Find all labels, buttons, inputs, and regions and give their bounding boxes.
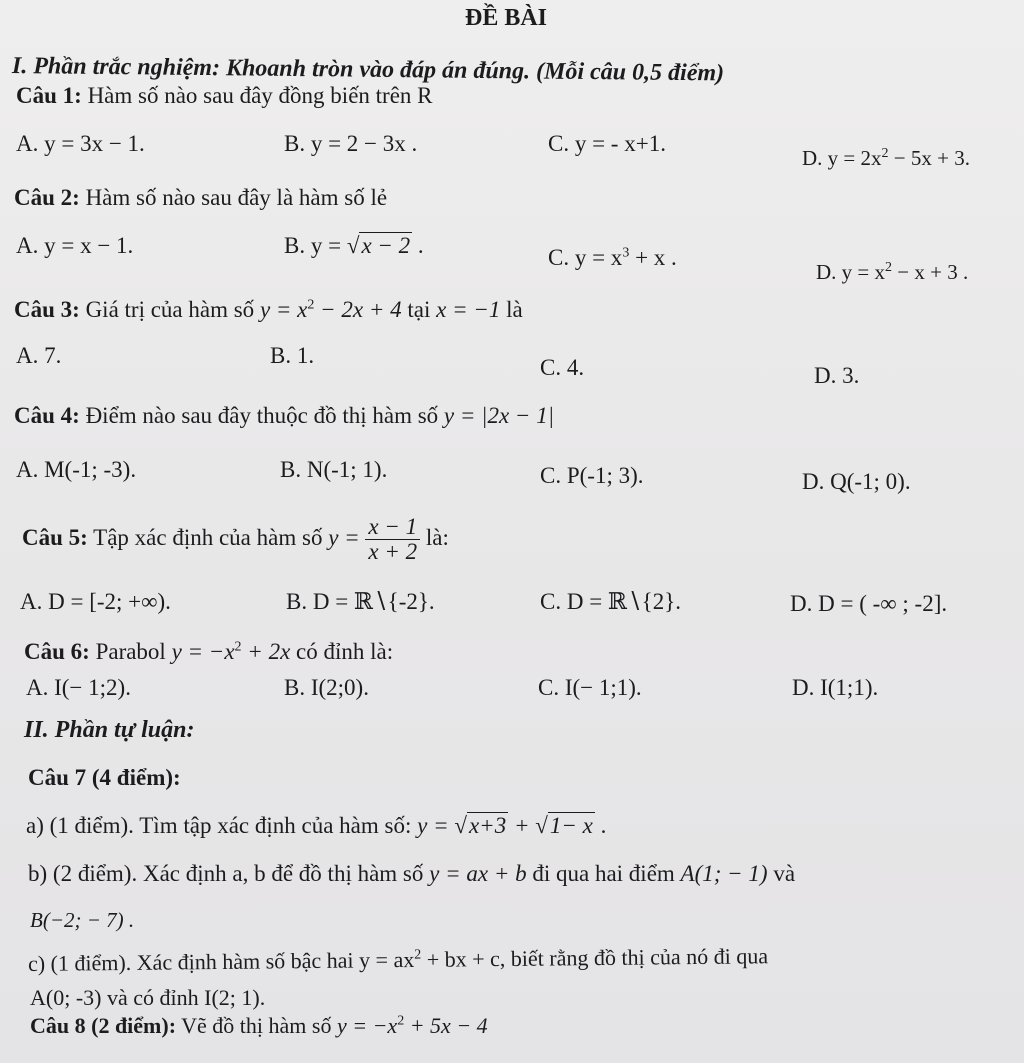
q1-d-pre: D. y = 2x: [802, 146, 882, 170]
q7-part-c: [28, 942, 768, 978]
q5-text-post: là:: [420, 525, 449, 550]
part2-heading: II. Phần tự luận:: [24, 717, 195, 743]
q4-label: Câu 4:: [14, 403, 80, 428]
q8-text: Vẽ đồ thị hàm số: [176, 1013, 337, 1038]
q6-fn-pre: y = −x: [171, 639, 235, 664]
q2-b-pre: B. y =: [284, 233, 347, 258]
q7-b-fn: y = ax + b: [429, 861, 527, 886]
q6-text-pre: Parabol: [95, 639, 172, 664]
q1-option-d: [802, 144, 970, 172]
q5-option-a: A. D = [-2; +∞).: [20, 589, 171, 614]
question-2: [14, 184, 387, 212]
q5-fn-num: x − 1: [365, 515, 420, 540]
q1-d-post: − 5x + 3.: [888, 146, 970, 170]
q5-text: Tập xác định của hàm số: [93, 525, 329, 550]
question-6: [24, 638, 393, 666]
q3-fn-exp: 2: [307, 297, 315, 313]
q7-a-rad1: x+3: [468, 813, 507, 838]
q6-option-b: B. I(2;0).: [284, 675, 369, 700]
q3-fn-pre: y = x: [259, 297, 308, 322]
q2-option-a: A. y = x − 1.: [16, 233, 134, 258]
q1-option-b: B. y = 2 − 3x .: [284, 131, 418, 156]
q7-c-text-post: + bx + c, biết rằng đồ thị của nó đi qua: [421, 943, 769, 972]
q2-option-c: [548, 244, 677, 272]
q7-part-a: [26, 812, 606, 840]
q3-fn-post: − 2x + 4: [314, 297, 402, 322]
q1-option-a: A. y = 3x − 1.: [16, 131, 145, 156]
q1-text: Hàm số nào sau đây đồng biến trên R: [87, 83, 433, 108]
part1-heading: I. Phần trắc nghiệm: Khoanh tròn vào đáp án đúng. (Mỗi câu 0,5 điểm): [11, 53, 725, 87]
q5-option-d: D. D = ( -∞ ; -2].: [790, 591, 948, 616]
q5-fn-lhs: y =: [328, 525, 360, 550]
q2-c-exp: 3: [622, 245, 630, 261]
q7-b-pointB: B(−2; − 7) .: [30, 908, 135, 932]
question-1: [16, 82, 433, 110]
q3-at: x = −1: [436, 297, 501, 322]
page-title: ĐỀ BÀI: [465, 5, 548, 31]
q4-option-a: A. M(-1; -3).: [16, 457, 137, 482]
q8-fn-pre: y = −x: [336, 1013, 398, 1038]
q7-b-and: và: [767, 861, 796, 886]
question-5: [22, 514, 449, 570]
q3-text-post: là: [500, 297, 523, 322]
q7-a-text: a) (1 điểm). Tìm tập xác định của hàm số:: [26, 813, 418, 838]
q2-label: Câu 2:: [14, 185, 80, 210]
q4-option-b: B. N(-1; 1).: [280, 457, 388, 482]
question-7-label: Câu 7 (4 điểm):: [28, 765, 181, 790]
q7-part-b: [28, 860, 795, 888]
q5-fraction: [365, 515, 420, 564]
q7-b-pointA: A(1; − 1): [680, 861, 768, 886]
q3-label: Câu 3:: [14, 297, 80, 322]
q7-c-exp: 2: [414, 947, 422, 963]
question-4: [14, 402, 554, 430]
q2-d-pre: D. y = x: [816, 260, 886, 284]
q5-option-b: B. D = ℝ∖{-2}.: [286, 589, 435, 614]
q7-a-rad2: 1− x: [549, 813, 593, 838]
q6-fn-post: + 2x: [241, 639, 291, 664]
q4-text: Điểm nào sau đây thuộc đồ thị hàm số: [85, 403, 444, 428]
q7-a-mid: + √: [508, 813, 548, 838]
q1-d-exp: 2: [881, 146, 889, 161]
question-3: [14, 296, 523, 324]
q8-fn-exp: 2: [397, 1013, 405, 1029]
q2-option-d: [816, 258, 968, 286]
q7-a-fn-pre: y = √: [417, 813, 467, 838]
q3-text-pre: Giá trị của hàm số: [85, 297, 260, 322]
q2-d-exp: 2: [885, 260, 893, 275]
q3-option-c: C. 4.: [540, 355, 585, 380]
q6-fn-exp: 2: [234, 639, 242, 655]
q4-fn: y = |2x − 1|: [443, 403, 555, 428]
q4-option-c: C. P(-1; 3).: [540, 463, 644, 488]
q5-label: Câu 5:: [22, 525, 88, 550]
q2-d-post: − x + 3 .: [892, 260, 969, 284]
q3-option-b: B. 1.: [270, 343, 315, 368]
q3-text-mid: tại: [401, 297, 437, 322]
q5-option-c: C. D = ℝ∖{2}.: [540, 589, 682, 614]
q7-b-text: b) (2 điểm). Xác định a, b để đồ thị hàm số: [28, 861, 430, 886]
q8-label: Câu 8 (2 điểm):: [30, 1013, 177, 1038]
q1-label: Câu 1:: [16, 83, 82, 108]
q2-b-post: .: [412, 233, 424, 258]
q6-option-c: C. I(− 1;1).: [538, 675, 642, 700]
q2-c-post: + x .: [629, 245, 677, 270]
q6-text-post: có đỉnh là:: [290, 639, 394, 664]
q1-option-c: C. y = - x+1.: [548, 131, 666, 156]
q7-c-line2: A(0; -3) và có đỉnh I(2; 1).: [30, 985, 266, 1010]
q2-c-pre: C. y = x: [548, 245, 623, 270]
q3-option-d: D. 3.: [814, 363, 860, 388]
q8-fn-post: + 5x − 4: [404, 1013, 488, 1038]
q2-text: Hàm số nào sau đây là hàm số lẻ: [85, 185, 388, 210]
q3-option-a: A. 7.: [16, 343, 62, 368]
q7-b-mid: đi qua hai điểm: [526, 861, 681, 886]
q6-option-d: D. I(1;1).: [792, 675, 879, 700]
q6-option-a: A. I(− 1;2).: [26, 675, 131, 700]
q4-option-d: D. Q(-1; 0).: [802, 469, 911, 494]
q5-fn-den: x + 2: [368, 539, 418, 565]
q2-b-rad: x − 2: [361, 233, 411, 258]
q7-c-text-pre: c) (1 điểm). Xác định hàm số bậc hai y = ax: [27, 946, 415, 976]
q6-label: Câu 6:: [24, 639, 90, 664]
q2-b-rad-sym: √: [346, 233, 360, 258]
q2-option-b: [284, 232, 424, 260]
question-8: [30, 1012, 488, 1040]
q7-a-end: .: [594, 813, 607, 838]
